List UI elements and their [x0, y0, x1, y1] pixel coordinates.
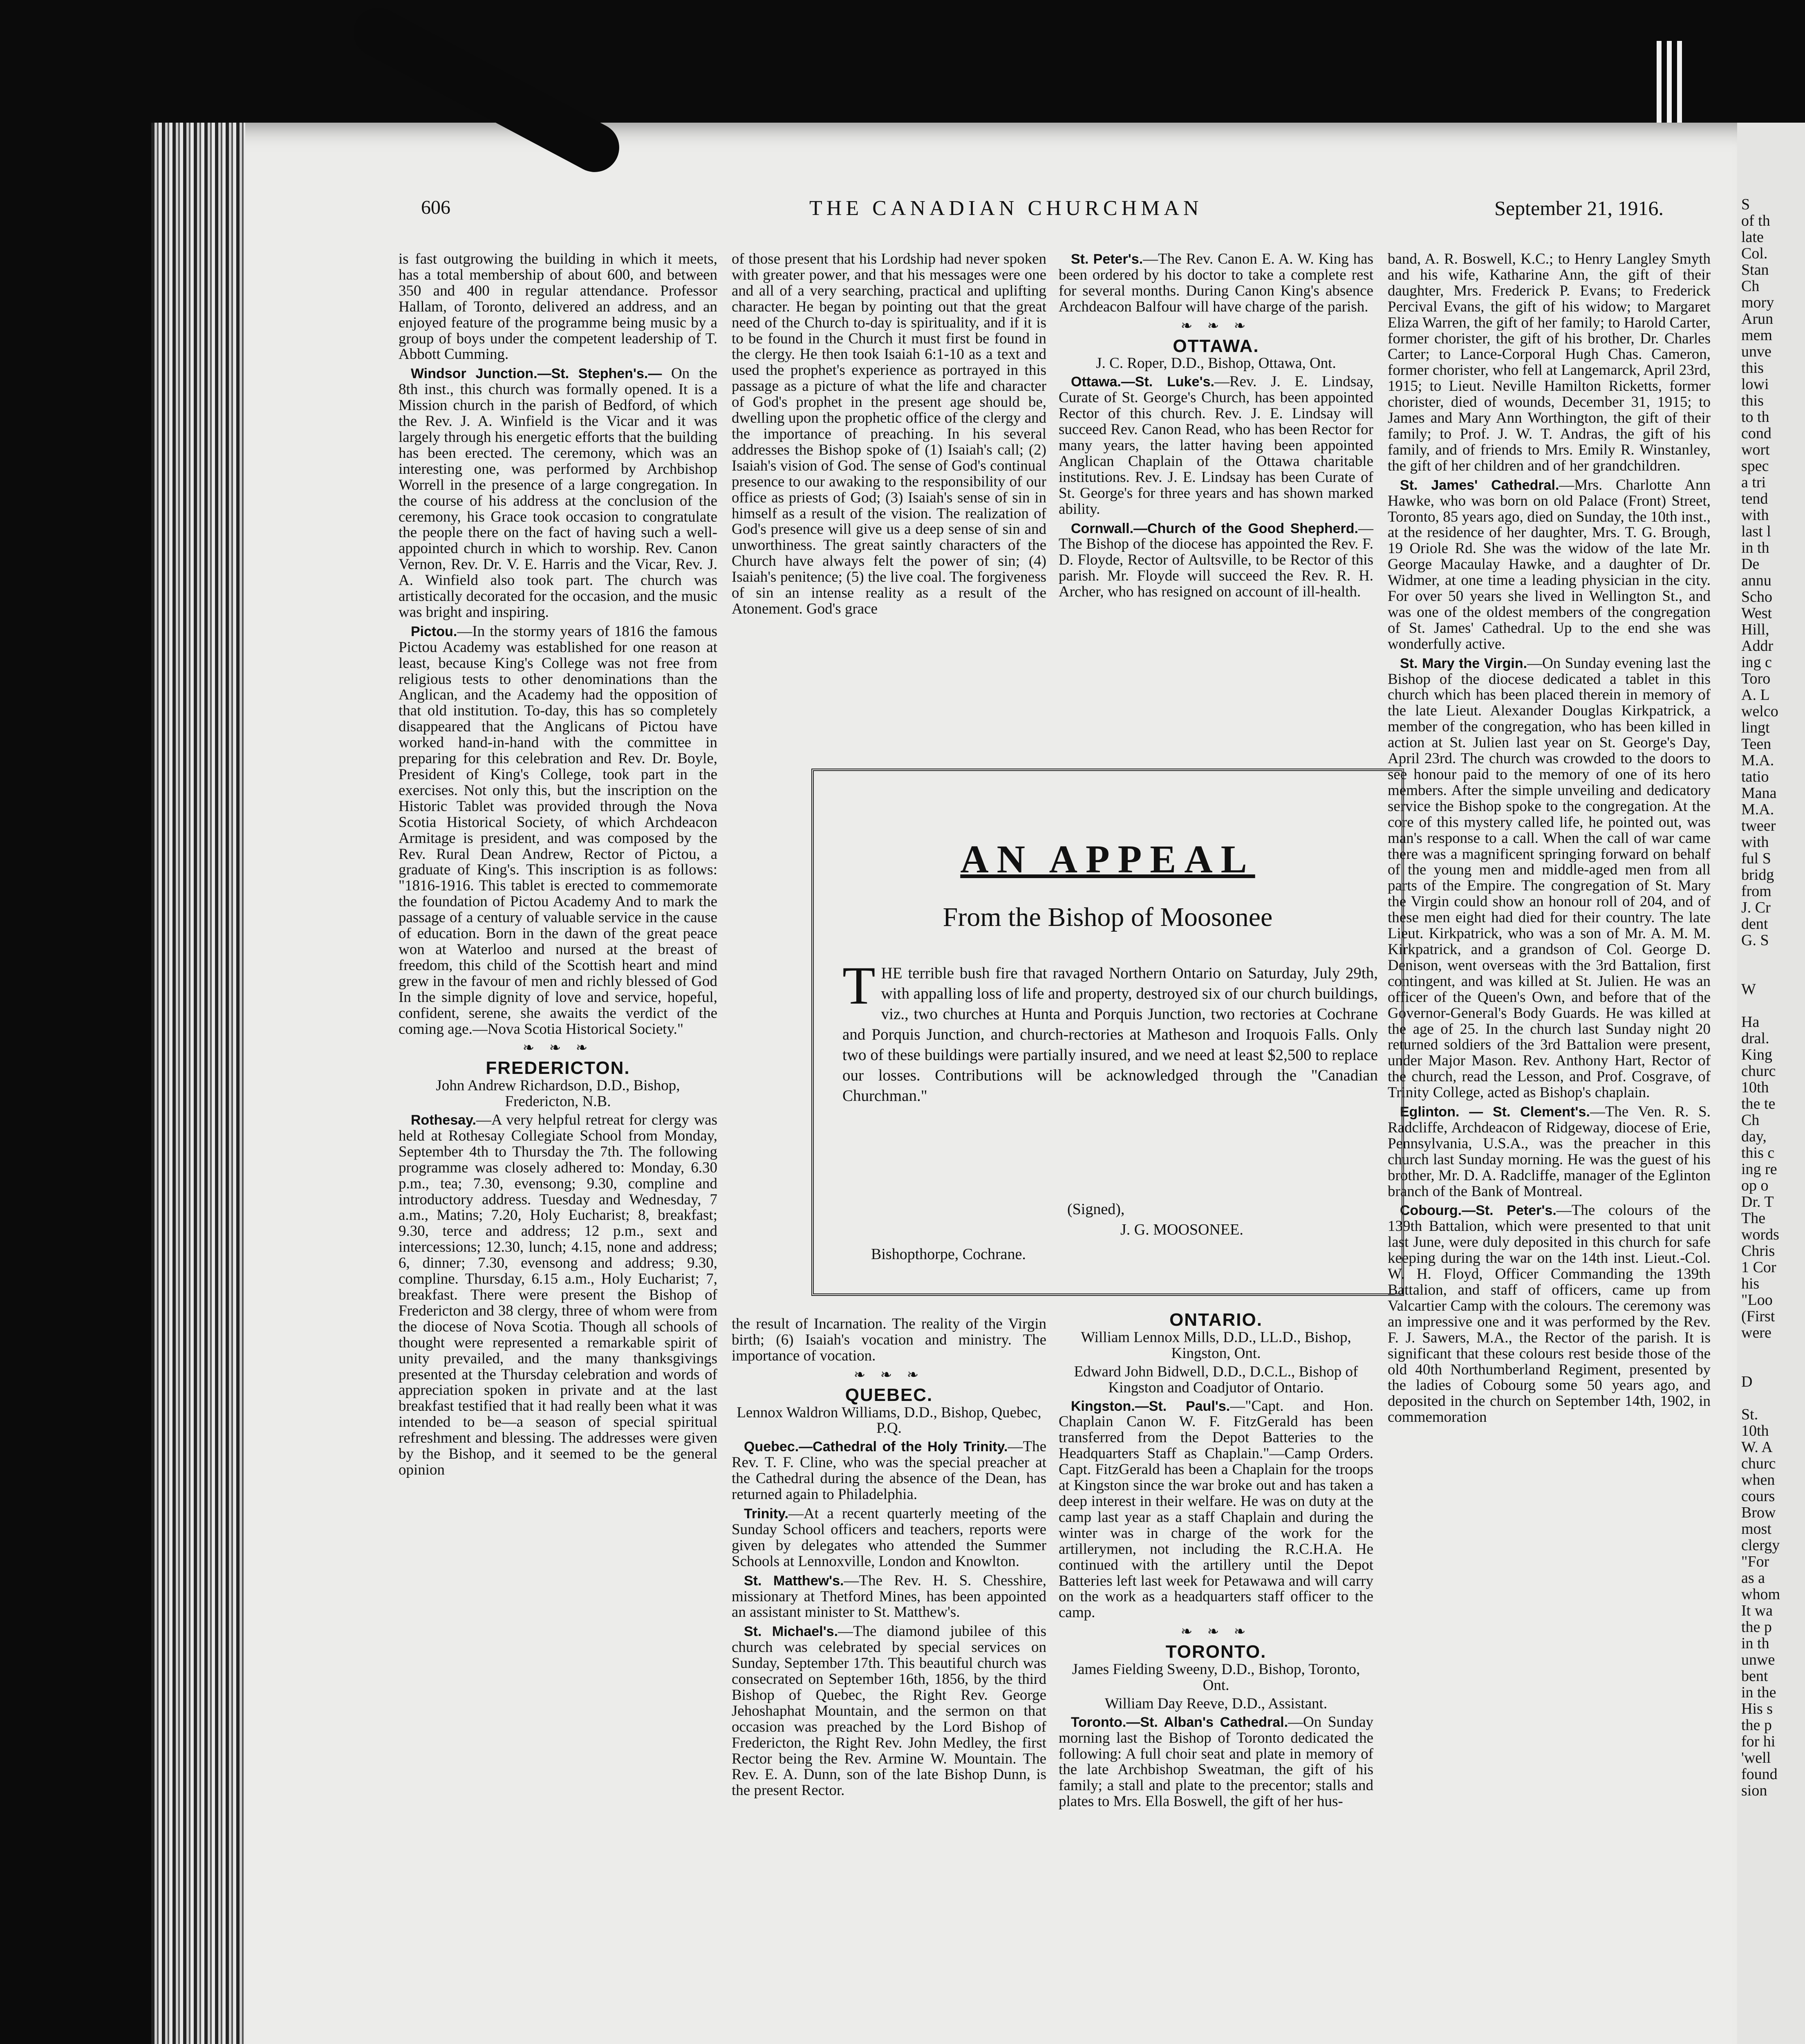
- next-page-line: (First: [1741, 1308, 1775, 1325]
- next-page-line: annu: [1741, 572, 1771, 589]
- article-text: —A very helpful retreat for clergy was held at Rothesay Collegiate School from Monday, September 4th to Thursday the 7th. The following programme was closely adhered to: Monday, 6.30 p.m., tea; 7.30, evensong; 9.30, compline and introductory address. Tuesday and Wednesday, 7 a.m., Matins; 7.20, Holy Eucharist; 8, breakfast; 9.30, terce and address; 12 p.m., sext and intercessions; 12.30, lunch; 4.15, none and address; 6, dinner; 7.30, evensong and address; 9.30, compline. Thursday, 6.15 a.m., Holy Eucharist; 7, breakfast. There were present the Bishop of Fredericton and 38 clergy, three of whom were from the diocese of Nova Scotia. Though all schools of thought were represented a remarkable spirit of unity prevailed, and the many thanksgivings presented at the Thursday celebration and words of appreciation spoken in private and at the last breakfast testified that it had really been what it was intended to be—a season of special spiritual refreshment and blessing. The addresses were given by the Bishop, and it seemed to be the general opinion: [399, 1112, 717, 1478]
- article-lead: Windsor Junction.—St. Stephen's.—: [411, 366, 662, 382]
- column-4: [1388, 251, 1711, 1429]
- column-2: [732, 251, 1046, 621]
- appeal-title: AN APPEAL: [960, 837, 1255, 881]
- next-page-line: wort: [1741, 441, 1770, 458]
- next-page-line: 10th: [1741, 1422, 1769, 1439]
- next-page-line: De: [1741, 556, 1760, 573]
- next-page-line: Brow: [1741, 1504, 1776, 1521]
- next-page-line: cours: [1741, 1488, 1775, 1505]
- next-page-line: whom: [1741, 1586, 1780, 1603]
- next-page-line: His s: [1741, 1700, 1773, 1717]
- next-page-line: words: [1741, 1226, 1779, 1243]
- appeal-subtitle: From the Bishop of Moosonee: [943, 902, 1273, 932]
- next-page-line: in th: [1741, 1635, 1769, 1652]
- next-page-line: cond: [1741, 425, 1771, 442]
- next-page-edge: [1737, 123, 1805, 2044]
- next-page-line: Scho: [1741, 588, 1772, 605]
- page-number: 606: [421, 197, 450, 218]
- article-lead: St. Matthew's.: [744, 1573, 844, 1589]
- section-ornament: ❧ ❧ ❧: [1180, 1624, 1252, 1640]
- next-page-line: most: [1741, 1520, 1771, 1537]
- article-lead: St. Peter's.: [1071, 251, 1143, 267]
- section-heading: OTTAWA.: [1173, 336, 1259, 356]
- next-page-line: J. Cr: [1741, 899, 1771, 916]
- article-lead: Quebec.—Cathedral of the Holy Trinity.: [744, 1439, 1008, 1455]
- article-lead: Kingston.—St. Paul's.: [1071, 1398, 1230, 1414]
- article-windsor: [399, 366, 717, 621]
- next-page-line: this: [1741, 392, 1764, 409]
- article-st-peters: [1059, 251, 1373, 315]
- column-2-lower: [732, 1316, 1046, 1802]
- next-page-line: found: [1741, 1766, 1778, 1783]
- article-text: —The diamond jubilee of this church was celebrated by special services on Sunday, September 17th. This beautiful church was consecrated on September 16th, 1856, by the third Bishop of Quebec, the Right Rev. George Jehoshaphat Mountain, and the sermon on that occasion was preached by the Lord Bishop of Fredericton, the Right Rev. John Medley, the first Rector being the Rev. Armine W. Mountain. The Rev. E. A. Dunn, son of the late Bishop Dunn, is the present Rector.: [732, 1623, 1046, 1799]
- article-text: —The Rev. T. F. Cline, who was the special preacher at the Cathedral during the absence of the Dean, has returned again to Philadelphia.: [732, 1438, 1046, 1503]
- next-page-line: dent: [1741, 915, 1768, 932]
- next-page-line: the te: [1741, 1095, 1776, 1112]
- next-page-line: Mana: [1741, 784, 1777, 802]
- next-page-line: mem: [1741, 327, 1772, 344]
- article-lead: Ottawa.—St. Luke's.: [1071, 374, 1214, 390]
- next-page-line: bent: [1741, 1667, 1768, 1685]
- next-page-line: unwe: [1741, 1651, 1775, 1668]
- page-header: [421, 196, 1664, 225]
- section-subheading: Edward John Bidwell, D.D., D.C.L., Bishop of Kingston and Coadjutor of Ontario.: [1074, 1363, 1358, 1396]
- article-st-lukes: [1059, 374, 1373, 517]
- next-page-line: the p: [1741, 1717, 1772, 1734]
- next-page-line: when: [1741, 1471, 1775, 1488]
- article-lead: Toronto.—St. Alban's Cathedral.: [1071, 1714, 1288, 1730]
- next-page-line: Col.: [1741, 245, 1768, 262]
- next-page-line: ful S: [1741, 850, 1771, 867]
- next-page-line: Ch: [1741, 278, 1760, 295]
- appeal-place: Bishopthorpe, Cochrane.: [871, 1246, 1026, 1263]
- next-page-line: churc: [1741, 1455, 1776, 1472]
- scan-marker-top-2: [1667, 41, 1672, 131]
- article-text: of those present that his Lordship had never spoken with greater power, and that his messages were one and all of a very searching, practical and uplifting character. He began by pointing out that the great need of the Church to-day is spirituality, and if it is to be found in the Church it must first be found in the clergy. He then took Isaiah 6:1-10 as a text and used the prophet's experience as portrayed in this passage as a picture of what the life and character of God's prophet in the present age should be, dwelling upon the prophetic office of the clergy and the importance of preaching. In his several addresses the Bishop spoke of (1) Isaiah's call; (2) Isaiah's vision of God. The sense of God's continual presence to our awaking to the responsibility of our office as priests of God; (3) Isaiah's sense of sin in himself as a result of the vision. The realization of God's presence will give us a deep sense of sin and unworthiness. The great saintly characters of the Church have always felt the power of sin; (4) Isaiah's penitence; (5) the live coal. The forgiveness of sin an intense reality as a result of the Atonement. God's grace: [732, 251, 1046, 617]
- article-text: —The Rev. H. S. Chesshire, missionary at Thetford Mines, has been appointed an assistant minister to St. Matthew's.: [732, 1572, 1046, 1621]
- next-page-line: from: [1741, 883, 1771, 900]
- appeal-box: [811, 769, 1404, 1296]
- next-page-line: spec: [1741, 457, 1769, 475]
- next-page-line: lingt: [1741, 719, 1770, 736]
- section-ornament: ❧ ❧ ❧: [522, 1040, 593, 1056]
- article-lead: St. Michael's.: [744, 1624, 838, 1640]
- section-subheading: William Day Reeve, D.D., Assistant.: [1104, 1695, 1328, 1712]
- next-page-line: clergy: [1741, 1537, 1780, 1554]
- next-page-line: unve: [1741, 343, 1771, 360]
- next-page-line: The: [1741, 1210, 1766, 1227]
- next-page-line: S: [1741, 196, 1750, 213]
- article-text: —Mrs. Charlotte Ann Hawke, who was born on old Palace (Front) Street, Toronto, 85 years ago, died on Sunday, the 10th inst., at the residence of her daughter, Mrs. T. G. Brough, 19 Oriole Rd. She was the widow of the late Mr. George Macaulay Hawke, and a daughter of Dr. Widmer, at one time a leading physician in the city. For over 50 years she lived in Wellington St., and was one of the oldest members of the congregation of St. James' Cathedral. Up to the end she was wonderfully active.: [1388, 476, 1711, 652]
- next-page-line: lowi: [1741, 376, 1769, 393]
- next-page-line: King: [1741, 1046, 1772, 1063]
- article-st-albans: [1059, 1715, 1373, 1810]
- next-page-line: were: [1741, 1324, 1771, 1341]
- section-heading: QUEBEC.: [845, 1385, 933, 1405]
- scan-marker-top-3: [1677, 41, 1682, 131]
- appeal-body: [842, 955, 1378, 1106]
- article-text: the result of Incarnation. The reality of the Virgin birth; (6) Isaiah's vocation and ministry. The importance of vocation.: [732, 1316, 1046, 1364]
- article-text: On the 8th inst., this church was formally opened. It is a Mission church in the parish of Bedford, of which the Rev. J. A. Winfield is the Vicar and it was largely through his energetic efforts that the building has been erected. The ceremony, which was an interesting one, was performed by Archbishop Worrell in the presence of a large congregation. In the course of his address at the conclusion of the ceremony, his Grace took occasion to congratulate the people there on the fact of having such a well-appointed church in which to worship. Rev. Canon Vernon, Rev. Dr. V. E. Harris and the Vicar, Rev. J. A. Winfield also took part. The church was artistically decorated for the occasion, and the music was bright and inspiring.: [399, 365, 717, 621]
- next-page-line: It wa: [1741, 1602, 1773, 1619]
- next-page-line: in the: [1741, 1684, 1776, 1701]
- next-page-line: "Loo: [1741, 1291, 1773, 1309]
- next-page-line: Teen: [1741, 735, 1771, 753]
- next-page-line: Addr: [1741, 637, 1774, 654]
- next-page-line: sion: [1741, 1782, 1767, 1799]
- article-text: —Rev. J. E. Lindsay, Curate of St. George's Church, has been appointed Rector of this church. Rev. J. E. Lindsay will succeed Rev. Canon Read, who has been Rector for many years, the latter having been appointed Anglican Chaplain of the Ottawa charitable institutions. Rev. J. E. Lindsay has been Curate of St. George's for three years and has shown marked ability.: [1059, 373, 1373, 518]
- section-subheading: John Andrew Richardson, D.D., Bishop, Fredericton, N.B.: [436, 1077, 680, 1110]
- issue-date: September 21, 1916.: [1494, 197, 1664, 220]
- column-3: [1059, 251, 1373, 603]
- next-page-line: last l: [1741, 523, 1771, 540]
- article-lead: Pictou.: [411, 623, 457, 639]
- page-binding-edge: [151, 123, 245, 2044]
- drop-cap: T: [842, 955, 876, 1015]
- article-cornwall: [1059, 521, 1373, 601]
- article-kingston: [1059, 1399, 1373, 1621]
- section-subheading: William Lennox Mills, D.D., LL.D., Bishop, Kingston, Ont.: [1081, 1329, 1351, 1362]
- article-text: —The colours of the 139th Battalion, which were presented to that unit last June, were duly deposited in this church for safe keeping during the war on the 14th inst. Lieut.-Col. W. H. Floyd, Officer Commanding the 139th Battalion, and staff of officers, came up from Valcartier Camp with the colours. The ceremony was an impressive one and it was performed by the Rev. F. J. Sawers, M.A., the Rector of the parish. It is significant that these colours rest beside those of the old 40th Northumberland Regiment, presented by the ladies of Cobourg some 50 years ago, and deposited in the church on September 14th, 1902, in commemoration: [1388, 1202, 1711, 1426]
- next-page-line: Arun: [1741, 310, 1774, 327]
- next-page-line: this: [1741, 359, 1764, 377]
- next-page-line: ing re: [1741, 1161, 1777, 1178]
- section-ornament: ❧ ❧ ❧: [1180, 318, 1252, 334]
- next-page-line: tatio: [1741, 768, 1769, 785]
- section-subheading: Lennox Waldron Williams, D.D., Bishop, Quebec, P.Q.: [737, 1404, 1041, 1437]
- section-subheading: James Fielding Sweeny, D.D., Bishop, Toronto, Ont.: [1072, 1661, 1360, 1694]
- next-page-line: bridg: [1741, 866, 1774, 883]
- next-page-line: Ha: [1741, 1013, 1760, 1031]
- column-3-lower: [1059, 1308, 1373, 1813]
- next-page-line: of th: [1741, 212, 1770, 229]
- appeal-text: HE terrible bush fire that ravaged Northern Ontario on Saturday, July 29th, with appalling loss of life and property, destroyed six of our church buildings, viz., two churches at Hunta and Porquis Junction, two rectories at Cochrane and Porquis Junction, and church-rectories at Matheson and Iroquois Falls. Only two of these buildings were partially insured, and we need at least $2,500 to replace our losses. Contributions will be acknowledged through the "Canadian Churchman.": [842, 964, 1378, 1105]
- article-st-mary: [1388, 656, 1711, 1101]
- next-page-line: his: [1741, 1275, 1760, 1292]
- article-lead: Cobourg.—St. Peter's.: [1400, 1203, 1556, 1219]
- next-page-line: day,: [1741, 1128, 1767, 1145]
- next-page-line: A. L: [1741, 686, 1770, 704]
- section-heading: FREDERICTON.: [486, 1058, 630, 1078]
- masthead-title: THE CANADIAN CHURCHMAN: [809, 197, 1203, 220]
- section-heading: ONTARIO.: [1169, 1310, 1263, 1330]
- next-page-line: ing c: [1741, 654, 1772, 671]
- article-text: —On Sunday morning last the Bishop of Toronto dedicated the following: A full choir seat and plate in memory of the late Archbishop Sweatman, the gift of his family; a stall and plate to the precentor; stalls and plates to Mrs. Ella Boswell, the gift of her hus-: [1059, 1713, 1373, 1810]
- scan-marker-top-1: [1657, 41, 1662, 131]
- article-st-matthews: [732, 1573, 1046, 1621]
- article-lead: Trinity.: [744, 1506, 788, 1522]
- article-rothesay: [399, 1112, 717, 1478]
- next-page-line: St.: [1741, 1406, 1758, 1423]
- article-text: —On Sunday evening last the Bishop of the diocese dedicated a tablet in this church which has been placed therein in memory of the late Lieut. Alexander Douglas Kirkpatrick, a member of the congregation, who has been killed in action at St. Julien last year on St. George's Day, April 23rd. The church was crowded to the doors to see honour paid to the memory of one of its hero members. After the simple unveiling and dedicatory service the Bishop spoke to the congregation. At the core of this mystery called life, he pointed out, was man's response to a call. When the call of war came there was a magnificent springing forward on behalf of the young men and middle-aged men from all parts of the Empire. The congregation of St. Mary the Virgin could show an honour roll of 204, and of these men eight had died for their country. The late Lieut. Kirkpatrick, who was a son of Mr. A. M. M. Kirkpatrick, and a grandson of Col. George D. Denison, went overseas with the 3rd Battalion, first contingent, and was killed at St. Julien. He was an officer of the Queen's Own, and before that of the Governor-General's Body Guards. He was killed at the age of 25. In the church last Sunday night 20 returned soldiers of the 3rd Battalion were present, under Major Mason. Rev. Anthony Hart, Rector of the church, read the Lesson, and Prof. Cosgrave, of Trinity College, acted as Bishop's chaplain.: [1388, 654, 1711, 1101]
- next-page-line: Hill,: [1741, 621, 1769, 638]
- next-page-line: churc: [1741, 1062, 1776, 1080]
- article-lead: Eglinton. — St. Clement's.: [1400, 1104, 1590, 1120]
- next-page-line: in th: [1741, 539, 1769, 556]
- appeal-signed: (Signed),: [1067, 1201, 1125, 1218]
- appeal-signature: J. G. MOOSONEE.: [1120, 1221, 1243, 1238]
- next-page-line: D: [1741, 1373, 1753, 1390]
- next-page-line: 10th: [1741, 1079, 1769, 1096]
- next-page-line: welco: [1741, 703, 1778, 720]
- next-page-line: Toro: [1741, 670, 1771, 687]
- next-page-line: Stan: [1741, 261, 1769, 278]
- article-text: —The Ven. R. S. Radcliffe, Archdeacon of Ridgeway, diocese of Erie, Pennsylvania, U.S.A., was the preacher in this church last Sunday morning. He was the guest of his brother, Mr. D. A. Radcliffe, manager of the Eglinton branch of the Bank of Montreal.: [1388, 1103, 1711, 1200]
- next-page-line: with: [1741, 834, 1769, 851]
- next-page-line: 1 Cor: [1741, 1259, 1776, 1276]
- next-page-line: dral.: [1741, 1030, 1769, 1047]
- next-page-line: late: [1741, 229, 1764, 246]
- section-heading: TORONTO.: [1165, 1642, 1267, 1662]
- next-page-line: tend: [1741, 490, 1768, 507]
- next-page-line: Dr. T: [1741, 1193, 1774, 1210]
- article-st-michaels: [732, 1624, 1046, 1799]
- next-page-line: this c: [1741, 1144, 1775, 1161]
- article-lead: Cornwall.—Church of the Good Shepherd.: [1071, 520, 1358, 536]
- article-text: —"Capt. and Hon. Chaplain Canon W. F. FitzGerald has been transferred from the Depot Batteries to the Headquarters Staff as Chaplain."—Camp Orders. Capt. FitzGerald has been a Chaplain for the troops at Kingston since the war broke out and has taken a deep interest in their welfare. He was on duty at the camp last year as a staff Chaplain and during the winter was in charge of the work for the artillerymen, not including the R.C.H.A. He continued with the artillery until the Depot Batteries left last week for Petawawa and will carry on the work as a headquarters staff officer to the camp.: [1059, 1397, 1373, 1621]
- article-lead: St. James' Cathedral.: [1400, 477, 1559, 493]
- next-page-line: G. S: [1741, 932, 1769, 949]
- next-page-line: "For: [1741, 1553, 1769, 1570]
- article-cobourg: [1388, 1203, 1711, 1425]
- article-quebec: [732, 1439, 1046, 1503]
- next-page-line: the p: [1741, 1618, 1772, 1636]
- next-page-line: as a: [1741, 1569, 1765, 1587]
- article-text: band, A. R. Boswell, K.C.; to Henry Langley Smyth and his wife, Katharine Ann, the gift of their daughter, Mrs. Frederick P. Evans; to Frederick Percival Evans, the gift of his widow; to Margaret Eliza Warren, the gift of her family; to Harold Carter, former chorister, the gift of his brother, Dr. Charles Carter; to Lance-Corporal Hugh Chas. Cameron, former chorister, who fell at Langemarck, April 23rd, 1915; to Lieut. Neville Hamilton Ricketts, former chorister, died of wounds, December 31, 1915; to James and Mary Ann Worthington, the gift of their family; to Prof. J. W. T. Andras, the gift of his family, and of friends to Mrs. Emily R. Winstanley, the gift of her children and of her grandchildren.: [1388, 251, 1711, 474]
- next-page-line: West: [1741, 605, 1772, 622]
- next-page-line: tweer: [1741, 817, 1776, 834]
- section-ornament: ❧ ❧ ❧: [853, 1367, 925, 1383]
- article-lead: Rothesay.: [411, 1112, 476, 1128]
- next-page-line: for hi: [1741, 1733, 1776, 1750]
- next-page-line: 'well: [1741, 1749, 1771, 1766]
- article-st-james: [1388, 477, 1711, 652]
- next-page-line: W. A: [1741, 1439, 1773, 1456]
- article-text: —In the stormy years of 1816 the famous Pictou Academy was established for one reason at least, because King's College was not free from religious tests to other denominations than the Anglican, and the Academy had the opposition of that old institution. To-day, this has so completely disappeared that the Anglicans of Pictou have worked hand-in-hand with the committee in preparing for this celebration and Rev. Dr. Boyle, President of King's College, took part in the exercises. Not only this, but the inscription on the Historic Tablet was provided through the Nova Scotia Historical Society, of which Archdeacon Armitage is president, and was composed by the Rev. Rural Dean Andrew, Rector of Pictou, a graduate of King's. This inscription is as follows: "1816-1916. This tablet is erected to commemorate the foundation of Pictou Academy And to mark the passage of a century of valuable service in the cause of education. Born in the dawn of the great peace won at Waterloo and nursed at the breast of freedom, this child of the Scottish heart and mind grew in the favour of men and richly blessed of God In the simple dignity of love and service, hopeful, confident, serene, she awaits the verdict of the coming age.—Nova Scotia Historical Society.": [399, 623, 717, 1038]
- next-page-line: to th: [1741, 408, 1769, 426]
- article-trinity: [732, 1506, 1046, 1570]
- next-page-line: op o: [1741, 1177, 1769, 1194]
- article-text: —The Rev. Canon E. A. W. King has been ordered by his doctor to take a complete rest for several months. During Canon King's absence Archdeacon Balfour will have charge of the parish.: [1059, 251, 1374, 315]
- article-eglinton: [1388, 1104, 1711, 1199]
- next-page-line: Chris: [1741, 1242, 1775, 1260]
- article-text: is fast outgrowing the building in which it meets, has a total membership of about 600, and between 350 and 400 in regular attendance. Professor Hallam, of Toronto, delivered an address, and an enjoyed feature of the programme being music by a group of boys under the competent leadership of T. Abbott Cumming.: [399, 251, 717, 363]
- next-page-line: Ch: [1741, 1112, 1760, 1129]
- next-page-line: with: [1741, 507, 1769, 524]
- next-page-line: W: [1741, 981, 1756, 998]
- next-page-line: M.A.: [1741, 752, 1774, 769]
- column-1: [399, 251, 717, 1481]
- section-subheading: J. C. Roper, D.D., Bishop, Ottawa, Ont.: [1096, 355, 1336, 372]
- next-page-line: a tri: [1741, 474, 1766, 491]
- next-page-line: mory: [1741, 294, 1774, 311]
- article-lead: St. Mary the Virgin.: [1400, 655, 1527, 671]
- next-page-line: M.A.: [1741, 801, 1774, 818]
- article-text: —At a recent quarterly meeting of the Sunday School officers and teachers, reports were given by delegates who attended the Summer Schools at Lennoxville, London and Knowlton.: [732, 1505, 1046, 1570]
- article-pictou: [399, 624, 717, 1038]
- article-text: —The Bishop of the diocese has appointed the Rev. F. D. Floyde, Rector of Aultsville, to be Rector of this parish. Mr. Floyde will succeed the Rev. R. H. Archer, who has resigned on account of ill-health.: [1059, 520, 1373, 601]
